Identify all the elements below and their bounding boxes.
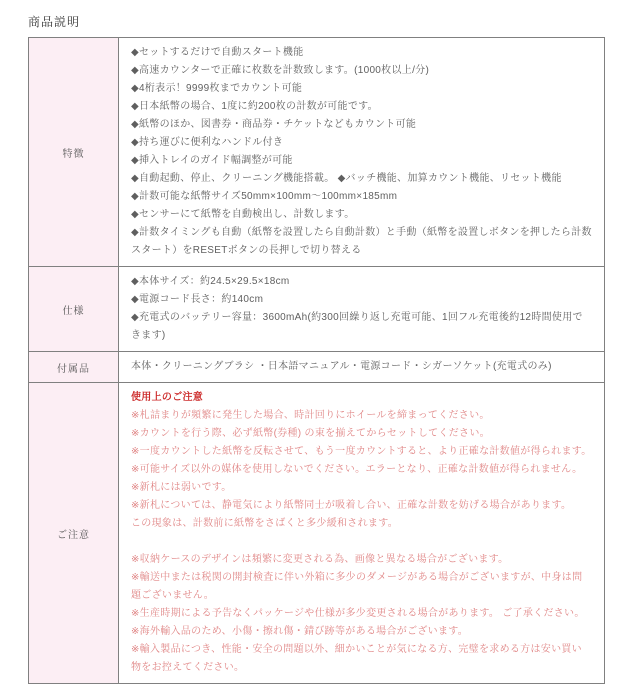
row-label-accessories: 付属品 [29, 352, 119, 383]
caution-line: ※一度カウントした紙幣を反転させて、もう一度カウントすると、より正確な計数値が得られます。 [131, 446, 592, 457]
caution-line: ※札詰まりが頻繁に発生した場合、時計回りにホイールを締まってください。 [131, 410, 490, 421]
table-row-accessories [29, 352, 605, 383]
row-content-accessories [119, 352, 605, 383]
text-line: ◆計数可能な紙幣サイズ50mm×100mm〜100mm×185mm [131, 191, 398, 202]
text-line: ◆挿入トレイのガイド幅調整が可能 [131, 155, 293, 166]
text-line: ◆持ち運びに便利なハンドル付き [131, 137, 284, 148]
table-row-features [29, 38, 605, 267]
text-line: ◆日本紙幣の場合、1度に約200枚の計数が可能です。 [131, 101, 378, 112]
row-label-specs: 仕様 [29, 267, 119, 352]
text-line: ◆紙幣のほか、図書券・商品券・チケットなどもカウント可能 [131, 119, 417, 130]
caution-line: ※収納ケースのデザインは頻繁に変更される為、画像と異なる場合がございます。 [131, 554, 509, 565]
caution-heading: 使用上のご注意 [131, 392, 204, 403]
table-row-cautions [29, 383, 605, 684]
text-line: ◆4桁表示！9999枚までカウント可能 [131, 83, 303, 94]
caution-line: ※輸送中または税関の開封検査に伴い外箱に多少のダメージがある場合がございますが、中身は問題ございません。 [131, 572, 583, 601]
text-line: ◆セットするだけで自動スタート機能 [131, 47, 304, 58]
row-content-features [119, 38, 605, 267]
caution-line: ※可能サイズ以外の媒体を使用しないでください。エラーとなり、正確な計数値が得られません。 [131, 464, 583, 475]
caution-line: ※新札には弱いです。 [131, 482, 232, 493]
text-line: 本体・クリーニングブラシ ・日本語マニュアル・電源コード・シガーソケット(充電式のみ) [131, 361, 552, 372]
row-label-cautions: ご注意 [29, 383, 119, 684]
caution-line: ※生産時期による予告なくパッケージや仕様が多少変更される場合があります。 ご了承ください。 [131, 608, 585, 619]
text-line: ◆センサーにて紙幣を自動検出し、計数します。 [131, 209, 355, 220]
caution-line: この現象は、計数前に紙幣をさばくと多少緩和されます。 [131, 518, 398, 529]
table-body [29, 38, 605, 684]
text-line: ◆高速カウンターで正確に枚数を計数致します。(1000枚以上/分) [131, 65, 430, 76]
text-line: ◆電源コード長さ：約140cm [131, 294, 264, 305]
row-content-cautions [119, 383, 605, 684]
caution-line: ※カウントを行う際、必ず紙幣(券種) の束を揃えてからセットしてください。 [131, 428, 490, 439]
text-line: ◆本体サイズ：約24.5×29.5×18cm [131, 276, 290, 287]
product-description-table [28, 37, 605, 684]
caution-line: ※新札については、静電気により紙幣同士が吸着し合い、正確な計数を妨げる場合があります。 [131, 500, 572, 511]
caution-line: ※輸入製品につき、性能・安全の問題以外、細かいことが気になる方、完璧を求める方は安い買い物をお控えてください。 [131, 644, 582, 673]
caution-line [131, 533, 592, 551]
text-line: ◆充電式のバッテリー容量：3600mAh(約300回繰り返し充電可能、1回フル充電後約12時間使用できます) [131, 312, 583, 341]
row-content-specs [119, 267, 605, 352]
caution-line: ※海外輸入品のため、小傷・擦れ傷・錆び跡等がある場合がございます。 [131, 626, 469, 637]
text-line: ◆自動起動、停止、クリーニング機能搭載。 ◆バッチ機能、加算カウント機能、リセット機能 [131, 173, 562, 184]
text-line: ◆計数タイミングも自動（紙幣を設置したら自動計数）と手動（紙幣を設置しボタンを押したら計数スタート）をRESETボタンの長押しで切り替える [131, 227, 592, 256]
row-label-features: 特徴 [29, 38, 119, 267]
table-row-specs [29, 267, 605, 352]
page-title: 商品説明 [28, 15, 81, 29]
